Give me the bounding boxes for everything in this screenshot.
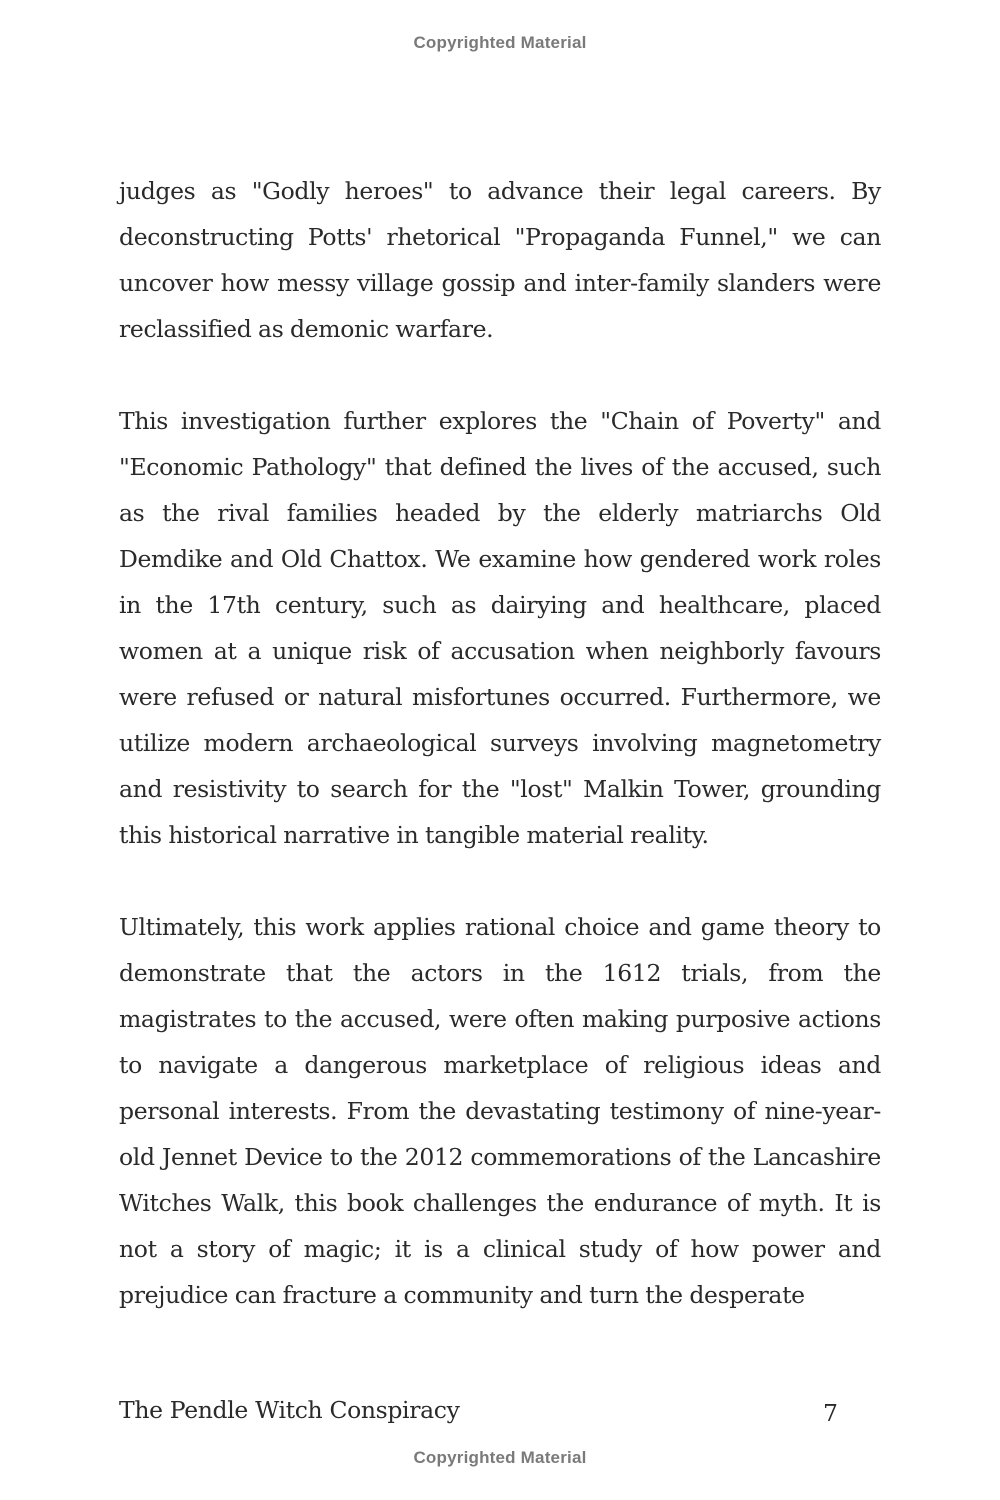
copyright-watermark-bottom: Copyrighted Material [413,1448,587,1467]
body-paragraph-1: judges as "Godly heroes" to advance their legal careers. By deconstructing Potts' rhetorical "Propaganda Funnel," we can uncover how messy village gossip and inter-family slanders were reclassified as demonic warfare. [119,177,881,343]
page-body [119,168,881,1318]
body-paragraph-2: This investigation further explores the "Chain of Poverty" and "Economic Pathology" that defined the lives of the accused, such as the rival families headed by the elderly matriarchs Old Demdike and Old Chattox. We examine how gendered work roles in the 17th century, such as dairying and healthcare, placed women at a unique risk of accusation when neighborly favours were refused or natural misfortunes occurred. Furthermore, we utilize modern archaeological surveys involving magnetometry and resistivity to search for the "lost" Malkin Tower, grounding this historical narrative in tangible material reality. [119,407,881,849]
page-number: 7 [823,1399,838,1427]
copyright-watermark-top: Copyrighted Material [413,33,587,52]
running-footer-book-title: The Pendle Witch Conspiracy [119,1396,460,1424]
body-paragraph-3: Ultimately, this work applies rational choice and game theory to demonstrate that the actors in the 1612 trials, from the magistrates to the accused, were often making purposive actions to navigate a dangerous marketplace of religious ideas and personal interests. From the devastating testimony of nine-year-old Jennet Device to the 2012 commemorations of the Lancashire Witches Walk, this book challenges the endurance of myth. It is not a story of magic; it is a clinical study of how power and prejudice can fracture a community and turn the desperate [119,913,881,1309]
